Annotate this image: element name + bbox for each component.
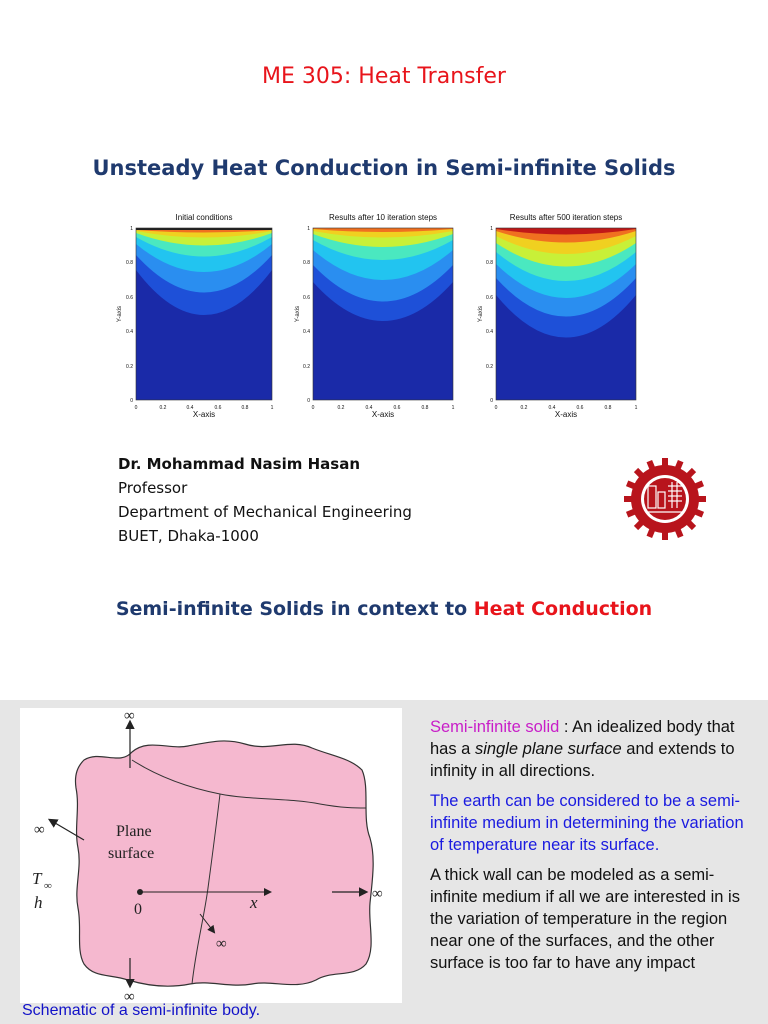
x-tick: 0.2: [520, 405, 528, 411]
y-tick: 0.2: [486, 364, 493, 370]
contour-plots: [112, 210, 652, 422]
contour-plot-initial: [117, 213, 274, 419]
t-infinity-subscript: ∞: [44, 880, 52, 892]
y-tick: 0.4: [486, 329, 493, 335]
author-name: Dr. Mohammad Nasim Hasan: [118, 455, 361, 473]
x-tick: 0.4: [365, 405, 373, 411]
lecture-title: Unsteady Heat Conduction in Semi-infinite Solids: [92, 156, 676, 180]
y-tick: 0.2: [303, 364, 310, 370]
y-tick: 0: [130, 398, 133, 404]
y-tick: 1: [307, 226, 310, 232]
plane-label-line2: surface: [108, 845, 155, 862]
earth-example-paragraph: The earth can be considered to be a semi-infinite medium in determining the variation of temperature near its surface.: [430, 792, 744, 854]
x-tick: 0.6: [393, 405, 401, 411]
definition-text: [430, 716, 760, 982]
y-tick: 0: [307, 398, 310, 404]
y-tick: 1: [490, 226, 493, 232]
y-tick: 0.4: [126, 329, 133, 335]
x-tick: 0.2: [159, 405, 167, 411]
section-heading-part1: Semi-infinite Solids in context to: [115, 598, 474, 620]
y-tick: 0.8: [303, 260, 310, 266]
x-axis-label: X-axis: [371, 410, 395, 419]
x-tick: 0: [494, 405, 498, 411]
x-tick: 0: [311, 405, 315, 411]
x-tick: 0.8: [604, 405, 612, 411]
infinity-right: ∞: [372, 886, 383, 902]
definition-text-a: : An idealized body that has a: [430, 718, 735, 758]
thick-wall-paragraph: A thick wall can be modeled as a semi-infinite medium if all we are interested in is the variation of temperature in the region near one of the surfaces, and the other surface is too far to have any impact: [430, 866, 740, 972]
contour-plot-500-steps: [478, 213, 638, 419]
origin-label: 0: [134, 901, 142, 918]
x-tick: 0.4: [548, 405, 556, 411]
x-label: x: [250, 893, 258, 912]
infinity-bottom: ∞: [124, 989, 135, 1003]
content-slide: [0, 700, 768, 1024]
author-block: [118, 452, 412, 548]
y-tick: 0.6: [303, 295, 310, 301]
x-axis-label: X-axis: [554, 410, 578, 419]
x-tick: 0.8: [241, 405, 249, 411]
author-title: Professor: [118, 479, 188, 497]
t-infinity-label: T: [32, 869, 42, 888]
plot-title: Initial conditions: [175, 213, 233, 222]
figure-caption: Schematic of a semi-infinite body.: [22, 1002, 261, 1019]
x-tick: 0.6: [576, 405, 584, 411]
x-tick: 1: [451, 405, 455, 411]
semi-infinite-body-figure: [20, 708, 402, 1003]
plane-label-line1: Plane: [116, 823, 152, 840]
x-axis-label: X-axis: [192, 410, 216, 419]
infinity-depth: ∞: [216, 936, 227, 952]
y-tick: 1: [130, 226, 133, 232]
term-semi-infinite-solid: Semi-infinite solid: [430, 718, 560, 736]
x-tick: 0.2: [337, 405, 345, 411]
university-emblem-icon: [622, 456, 708, 542]
y-tick: 0.8: [126, 260, 133, 266]
y-tick: 0.6: [126, 295, 133, 301]
section-heading: [0, 598, 768, 620]
x-tick: 0.6: [214, 405, 222, 411]
plot-title: Results after 500 iteration steps: [509, 213, 623, 222]
definition-paragraph: [430, 716, 760, 782]
h-label: h: [34, 893, 43, 912]
contour-plot-10-steps: [295, 213, 455, 419]
y-tick: 0.6: [486, 295, 493, 301]
y-tick: 0.8: [486, 260, 493, 266]
plot-title: Results after 10 iteration steps: [328, 213, 438, 222]
x-tick: 1: [634, 405, 638, 411]
infinity-left: ∞: [34, 822, 45, 838]
y-axis-label: Y-axis: [295, 305, 301, 323]
y-tick: 0: [490, 398, 493, 404]
infinity-top: ∞: [124, 708, 135, 724]
definition-italic: single plane surface: [474, 740, 622, 758]
definition-text-b: and extends to infinity in all directions.: [430, 740, 735, 780]
x-tick: 1: [270, 405, 274, 411]
x-tick: 0.8: [421, 405, 429, 411]
x-tick: 0: [134, 405, 138, 411]
course-title: ME 305: Heat Transfer: [262, 64, 506, 89]
author-institution: BUET, Dhaka-1000: [118, 527, 259, 545]
author-department: Department of Mechanical Engineering: [118, 503, 412, 521]
y-axis-label: Y-axis: [117, 305, 123, 323]
y-tick: 0.2: [126, 364, 133, 370]
x-tick: 0.4: [186, 405, 194, 411]
y-tick: 0.4: [303, 329, 310, 335]
y-axis-label: Y-axis: [478, 305, 484, 323]
section-heading-highlight: Heat Conduction: [473, 598, 653, 620]
